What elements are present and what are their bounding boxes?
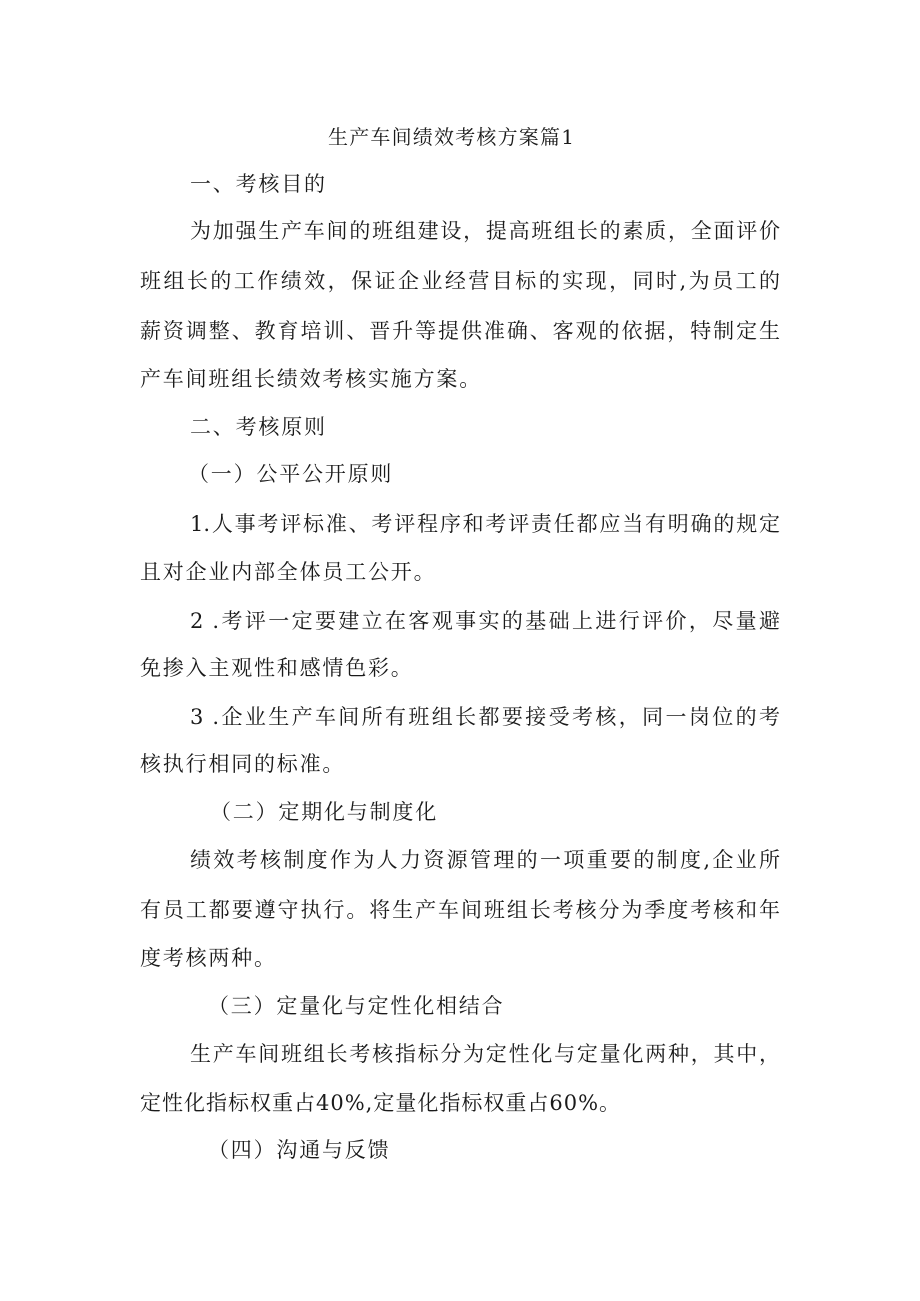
subheading-fairness: （一）公平公开原则 xyxy=(188,462,394,486)
subheading-communication: （四）沟通与反馈 xyxy=(208,1138,391,1162)
paragraph-line: 有员工都要遵守执行。将生产车间班组长考核分为季度考核和年 xyxy=(140,898,780,922)
subheading-regularity: （二）定期化与制度化 xyxy=(210,800,438,824)
subheading-quantitative: （三）定量化与定性化相结合 xyxy=(208,994,505,1018)
paragraph-line: 产车间班组长绩效考核实施方案。 xyxy=(140,367,482,391)
section-heading-principles: 二、考核原则 xyxy=(190,415,327,439)
section-heading-purpose: 一、考核目的 xyxy=(190,172,327,196)
paragraph-line: 核执行相同的标准。 xyxy=(140,752,346,776)
paragraph-line: 绩效考核制度作为人力资源管理的一项重要的制度,企业所 xyxy=(190,848,780,872)
paragraph-line: 免掺入主观性和感情色彩。 xyxy=(140,656,414,680)
paragraph-line: 且对企业内部全体员工公开。 xyxy=(140,560,437,584)
paragraph-line: 生产车间班组长考核指标分为定性化与定量化两种，其中， xyxy=(190,1042,780,1066)
paragraph-line: 班组长的工作绩效，保证企业经营目标的实现，同时,为员工的 xyxy=(140,269,780,293)
paragraph-line: 为加强生产车间的班组建设，提高班组长的素质，全面评价 xyxy=(190,219,780,243)
paragraph-line: 定性化指标权重占40%,定量化指标权重占60%。 xyxy=(140,1091,622,1115)
list-item-3: 3 .企业生产车间所有班组长都要接受考核，同一岗位的考 xyxy=(190,705,780,729)
list-item-2: 2 .考评一定要建立在客观事实的基础上进行评价，尽量避 xyxy=(190,609,780,633)
document-title: 生产车间绩效考核方案篇1 xyxy=(328,125,576,149)
paragraph-line: 薪资调整、教育培训、晋升等提供准确、客观的依据，特制定生 xyxy=(140,319,780,343)
paragraph-line: 度考核两种。 xyxy=(140,946,277,970)
list-item-1: 1.人事考评标准、考评程序和考评责任都应当有明确的规定 xyxy=(190,512,780,536)
